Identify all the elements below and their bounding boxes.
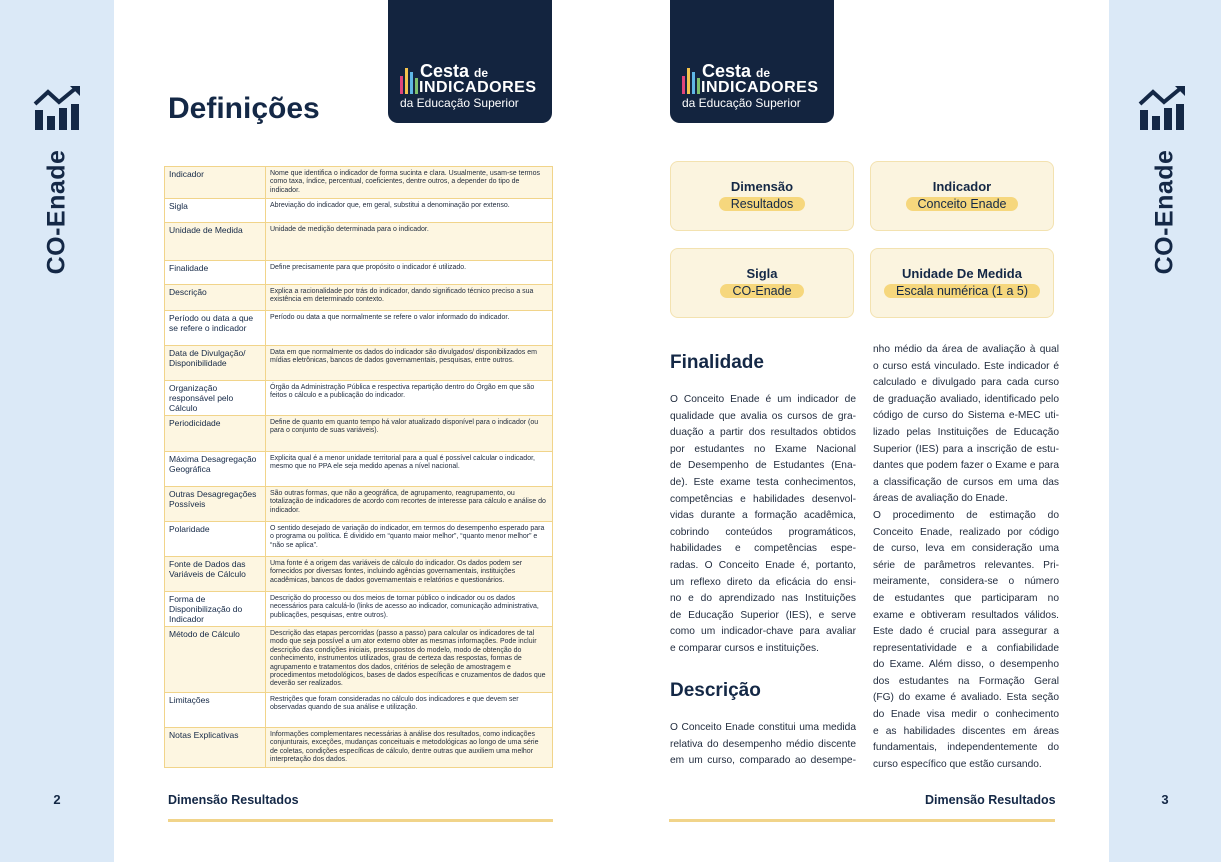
card-value: Escala numérica (1 a 5)	[884, 284, 1040, 298]
vertical-title: CO-Enade	[42, 149, 71, 275]
footer-title: Dimensão Resultados	[168, 793, 299, 807]
card-title: Unidade De Medida	[902, 266, 1022, 281]
logo-line3: da Educação Superior	[682, 96, 801, 110]
chart-growth-icon	[1137, 86, 1187, 132]
text-line: (FG) do exame é avaliado. Esta seção	[873, 692, 1059, 704]
definition-term: Descrição	[165, 285, 266, 311]
definition-description: Informações complementares necessárias à análise dos resultados, como indicações conjunturais, exceções, mudanças conceituais e metodológicas ao longo de uma série de coletas, condições específicas de cálculo, dentre outras que auxiliem uma melhor interpretação dos dados.	[266, 728, 553, 768]
text-line: o curso está vinculado. Este indicador é	[873, 360, 1059, 372]
text-line: exame e obtiveram resultados válidos.	[873, 609, 1059, 621]
definition-term: Método de Cálculo	[165, 627, 266, 693]
text-line: meiramente, considera-se o número	[873, 576, 1059, 588]
footer-divider	[669, 819, 1055, 822]
text-line: em um curso, comparado ao desempe-	[670, 755, 856, 767]
logo-line2: INDICADORES	[419, 79, 537, 96]
text-line: calculado e divulgado para cada curso	[873, 377, 1059, 389]
card-unidade	[870, 248, 1054, 318]
text-line: vidas durante a formação acadêmica,	[670, 510, 856, 522]
card-dimensao	[670, 161, 854, 231]
logo-line1: Cesta de	[702, 61, 771, 81]
definition-term: Outras Desagregações Possíveis	[165, 487, 266, 522]
text-line: lizado pelas Instituições de Educação	[873, 426, 1059, 438]
text-line: fundamentais, independentemente do	[873, 742, 1059, 754]
table-row	[165, 452, 553, 487]
table-row	[165, 592, 553, 627]
logo-badge	[388, 0, 552, 123]
definition-description: Órgão da Administração Pública e respectiva repartição dentro do Órgão em que são feitos o cálculo e a publicação do indicador.	[266, 381, 553, 416]
definition-description: Define de quanto em quanto tempo há valor atualizado disponível para o indicador (ou para o conjunto de suas variáveis).	[266, 416, 553, 452]
table-row	[165, 693, 553, 728]
text-line: Conceito Enade, realizado por código	[873, 526, 1059, 538]
descricao-text	[670, 720, 856, 770]
table-row	[165, 487, 553, 522]
text-line: dantes que podem fazer o Exame e para	[873, 460, 1059, 472]
definitions-table	[164, 166, 553, 768]
text-line: Este dado é crucial para assegurar a	[873, 626, 1059, 638]
text-line: relativa do desempenho médio discente	[670, 738, 856, 750]
table-row	[165, 522, 553, 557]
table-row	[165, 346, 553, 381]
text-line: de). Este exame testa conhecimentos,	[670, 476, 856, 488]
logo-line3: da Educação Superior	[400, 96, 519, 110]
text-line: O Conceito Enade constitui uma medida	[670, 722, 856, 733]
definition-term: Máxima Desagregação Geográfica	[165, 452, 266, 487]
definition-term: Unidade de Medida	[165, 223, 266, 261]
text-line: por estudantes no Exame Nacional	[670, 443, 856, 455]
definition-description: Abreviação do indicador que, em geral, substitui a denominação por extenso.	[266, 199, 553, 223]
table-row	[165, 167, 553, 199]
card-title: Indicador	[932, 179, 992, 194]
footer-divider	[168, 819, 553, 822]
table-row	[165, 261, 553, 285]
text-line: de graduação avaliado, identificado pelo	[873, 393, 1059, 405]
text-line: um reflexo direto da eficácia do ensi-	[670, 576, 856, 588]
text-line: de curso, leva em consideração uma	[873, 543, 1059, 555]
table-row	[165, 199, 553, 223]
definition-term: Notas Explicativas	[165, 728, 266, 768]
text-line: competências e habilidades desenvol-	[670, 493, 856, 505]
definition-description: Explica a racionalidade por trás do indicador, dando significado técnico preciso a sua existência em determinado contexto.	[266, 285, 553, 311]
definition-term: Finalidade	[165, 261, 266, 285]
text-line: do Exame. Além disso, o desempenho	[873, 659, 1059, 671]
table-row	[165, 728, 553, 768]
text-line: de estudantes que participaram no	[873, 592, 1059, 604]
definition-term: Periodicidade	[165, 416, 266, 452]
definition-term: Limitações	[165, 693, 266, 728]
definition-term: Indicador	[165, 167, 266, 199]
section-title-descricao: Descrição	[670, 680, 761, 701]
definition-description: O sentido desejado de variação do indicador, em termos do desempenho esperado para o programa ou política. É dividido em “quanto maior melhor”, “quanto menor melhor” e “não se aplica”.	[266, 522, 553, 557]
card-sigla	[670, 248, 854, 318]
text-line: O Conceito Enade é um indicador de	[670, 394, 856, 405]
text-line: O procedimento de estimação do	[873, 509, 1059, 521]
logo-line2: INDICADORES	[701, 79, 819, 96]
table-row	[165, 311, 553, 346]
definition-term: Polaridade	[165, 522, 266, 557]
text-line: representatividade e a confiabilidade	[873, 642, 1059, 654]
definition-description: Descrição das etapas percorridas (passo a passo) para calcular os indicadores de tal modo que seja possível a um ator externo obter as mesmas informações. Pode incluir descrição das condições iniciais, pressupostos do modelo, modo de obtenção do conhecimento, instrumentos utilizados, grau de certeza das respostas, formas de agrupamento e tratamentos dos dados, critérios de seleção de amostragem e procedimentos metodológicos, bases de dados específicas e cruzamentos de dados que deverão ser realizados.	[266, 627, 553, 693]
card-value: Resultados	[719, 197, 806, 211]
page-number: 3	[1161, 792, 1169, 807]
card-title: Dimensão	[730, 179, 794, 194]
text-line: a classificação de cursos em uma das	[873, 476, 1059, 488]
definition-term: Data de Divulgação/ Disponibilidade	[165, 346, 266, 381]
definition-term: Organização responsável pelo Cálculo	[165, 381, 266, 416]
card-indicador	[870, 161, 1054, 231]
text-line: do Enade visa medir o conhecimento	[873, 709, 1059, 721]
chart-growth-icon	[32, 86, 82, 132]
text-line: áreas de avaliação do Enade.	[873, 493, 1008, 505]
text-line: habilidades e competências espe-	[670, 543, 856, 555]
left-sidebar	[0, 0, 114, 862]
table-row	[165, 285, 553, 311]
definition-description: Define precisamente para que propósito o indicador é utilizado.	[266, 261, 553, 285]
definition-description: Restrições que foram consideradas no cálculo dos indicadores e que devem ser observadas quando de sua análise e utilização.	[266, 693, 553, 728]
table-row	[165, 223, 553, 261]
definition-description: Período ou data a que normalmente se refere o valor informado do indicador.	[266, 311, 553, 346]
definition-term: Fonte de Dados das Variáveis de Cálculo	[165, 557, 266, 592]
text-line: nho médio da área de avaliação à qual	[873, 344, 1059, 355]
text-line: código de curso do Sistema e-MEC uti-	[873, 410, 1059, 422]
definition-term: Sigla	[165, 199, 266, 223]
table-row	[165, 627, 553, 693]
definition-term: Forma de Disponibilização do Indicador	[165, 592, 266, 627]
logo-bars-icon	[682, 64, 700, 94]
vertical-title: CO-Enade	[1150, 149, 1179, 275]
text-line: de Desempenho de Estudantes (Ena-	[670, 460, 856, 472]
card-value: Conceito Enade	[906, 197, 1019, 211]
text-line: qualidade que avalia os cursos de gra-	[670, 410, 856, 422]
page-number: 2	[53, 792, 61, 807]
definition-description: Data em que normalmente os dados do indicador são divulgados/ disponibilizados em mídias eletrônicas, bancos de dados governamentais, pesquisas, entre outros.	[266, 346, 553, 381]
text-line: radas. O Conceito Enade é, portanto,	[670, 559, 856, 571]
table-row	[165, 416, 553, 452]
table-row	[165, 381, 553, 416]
finalidade-text	[670, 392, 856, 658]
definition-description: Unidade de medição determinada para o indicador.	[266, 223, 553, 261]
text-line: cobrindo conteúdos programáticos,	[670, 526, 856, 538]
text-line: Superior (IES) para a inscrição de estu-	[873, 443, 1059, 455]
text-line: de Educação Superior (IES), e serve	[670, 609, 856, 621]
text-line: série de parâmetros relevantes. Pri-	[873, 559, 1059, 571]
descricao-text-continued	[873, 342, 1059, 773]
text-line: como um indicador-chave para avaliar	[670, 626, 856, 638]
definition-term: Período ou data a que se refere o indicador	[165, 311, 266, 346]
table-row	[165, 557, 553, 592]
definition-description: Descrição do processo ou dos meios de tornar público o indicador ou os dados necessários para calculá-lo (links de acesso ao indicador, comunicação administrativa, publicações, pesquisas, entre outros).	[266, 592, 553, 627]
card-title: Sigla	[746, 266, 778, 281]
definition-description: Nome que identifica o indicador de forma sucinta e clara. Usualmente, usam-se termos como taxa, índice, percentual, coeficientes, dentre outros, a depender do tipo de indicador.	[266, 167, 553, 199]
text-line: duação a partir dos resultados obtidos	[670, 427, 856, 439]
definition-description: Explicita qual é a menor unidade territorial para a qual é possível calcular o indicador, mesmo que no PPA ele seja medido apenas a nível nacional.	[266, 452, 553, 487]
section-title-finalidade: Finalidade	[670, 352, 764, 373]
footer-title: Dimensão Resultados	[925, 793, 1056, 807]
text-line: e as habilidades discentes em áreas	[873, 725, 1059, 737]
card-value: CO-Enade	[720, 284, 803, 298]
text-line: dos estudantes na Formação Geral	[873, 675, 1059, 687]
page-title: Definições	[168, 92, 320, 125]
text-line: no e do aprendizado nas Instituições	[670, 593, 856, 605]
right-sidebar	[1109, 0, 1221, 862]
text-line: e comparar cursos e instituições.	[670, 642, 819, 654]
logo-bars-icon	[400, 64, 418, 94]
definition-description: Uma fonte é a origem das variáveis de cálculo do indicador. Os dados podem ser fornecidos por diversas fontes, incluindo agências governamentais, instituições acadêmicas, bancos de dados governamentais e relatórios e questionários.	[266, 557, 553, 592]
logo-badge	[670, 0, 834, 123]
text-line: curso específico que estão cursando.	[873, 758, 1042, 770]
definition-description: São outras formas, que não a geográfica, de agrupamento, reagrupamento, ou totalização de indicadores de acordo com recortes de interesse para cálculo e análise do indicador.	[266, 487, 553, 522]
logo-line1: Cesta de	[420, 61, 489, 81]
